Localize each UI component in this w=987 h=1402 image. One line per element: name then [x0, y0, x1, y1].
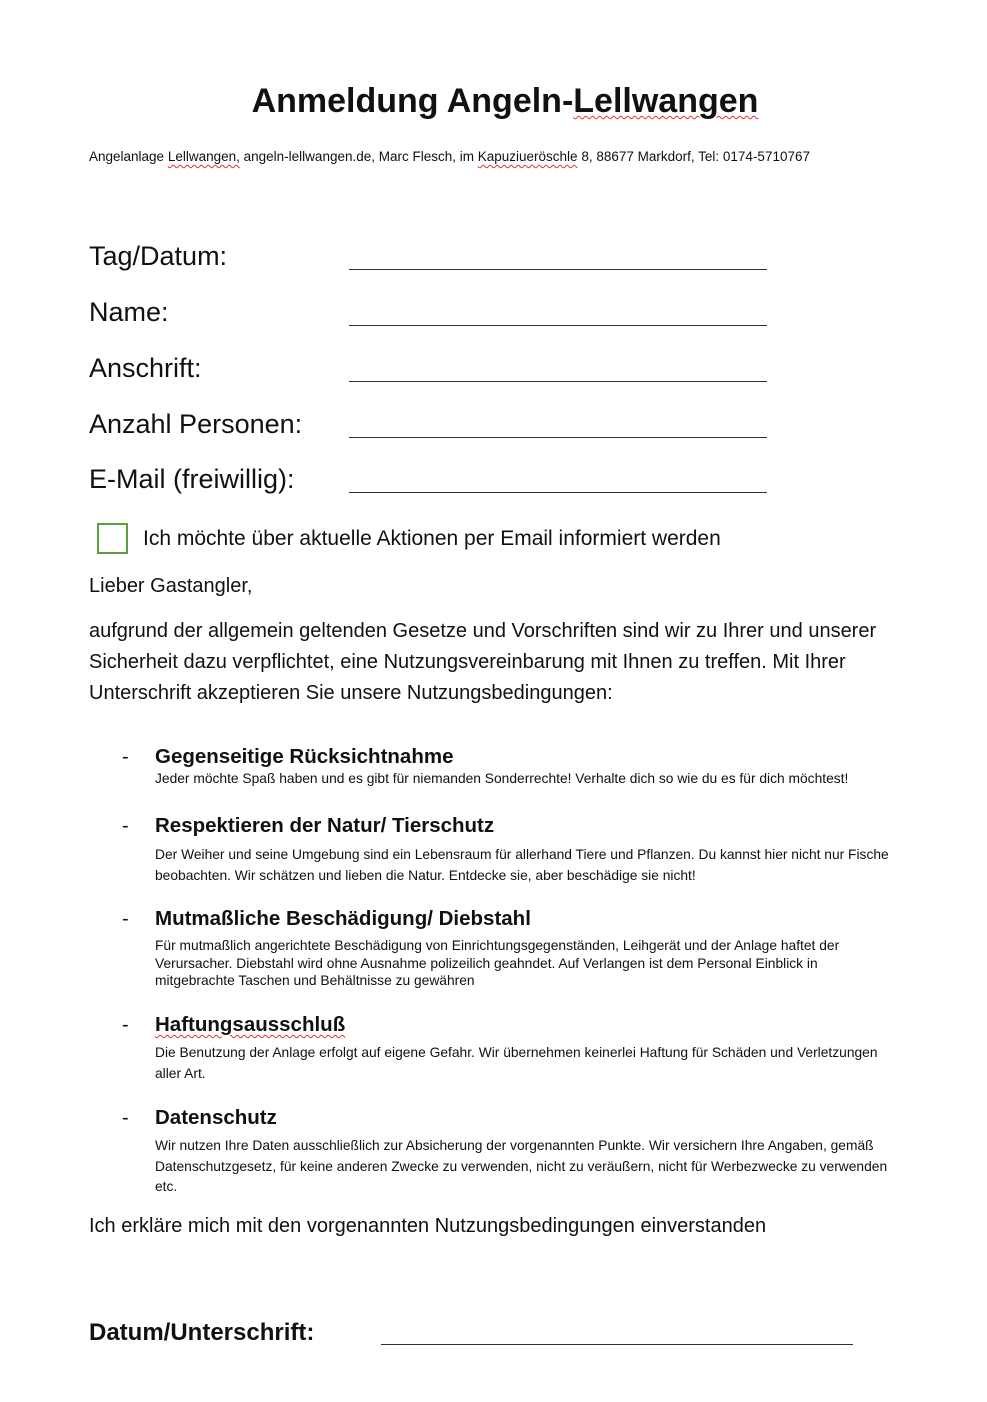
contact-text-e: 8, 88677 Markdorf, Tel: 0174-5710767: [577, 149, 810, 164]
page-title: [0, 82, 987, 121]
title-place-name: Lellwangen: [573, 82, 759, 120]
term-text-nature: [155, 844, 915, 886]
name-field[interactable]: [349, 325, 767, 326]
consent-text: Ich erkläre mich mit den vorgenannten Nutzungsbedingungen einverstanden: [89, 1215, 767, 1237]
date-label: Tag/Datum:: [89, 241, 228, 271]
term-heading-damage: Mutmaßliche Beschädigung/ Diebstahl: [155, 907, 531, 930]
term-heading-nature: Respektieren der Natur/ Tierschutz: [155, 814, 495, 837]
intro-line-1: aufgrund der allgemein geltenden Gesetze und Vorschriften sind wir zu Ihrer und unserer: [89, 620, 877, 642]
intro-line-2: Sicherheit dazu verpflichtet, eine Nutzungsvereinbarung mit Ihnen zu treffen. Mit Ihrer: [89, 651, 846, 673]
term-text-damage: [155, 937, 915, 990]
term-heading-liability: Haftungsausschluß: [155, 1013, 346, 1036]
contact-text-b: Lellwangen,: [167, 149, 240, 164]
name-label: Name:: [89, 297, 169, 327]
term-bullet: -: [122, 1107, 129, 1129]
signature-field[interactable]: [381, 1344, 853, 1345]
date-field[interactable]: [349, 269, 767, 270]
contact-text-d: Kapuziueröschle: [477, 149, 578, 164]
greeting: Lieber Gastangler,: [89, 575, 253, 597]
email-label: E-Mail (freiwillig):: [89, 464, 295, 494]
term-text-line: Wir nutzen Ihre Daten ausschließlich zur Absicherung der vorgenannten Punkte. Wir versichern Ihre Angaben, gemäß: [155, 1138, 874, 1153]
address-label: Anschrift:: [89, 353, 202, 383]
term-text-line: Für mutmaßlich angerichtete Beschädigung von Einrichtungsgegenständen, Leihgerät und der Anlage haftet der: [155, 938, 840, 953]
term-text-line: Der Weiher und seine Umgebung sind ein Lebensraum für allerhand Tiere und Pflanzen. Du kannst hier nicht nur Fische: [155, 847, 889, 862]
signature-label: Datum/Unterschrift:: [89, 1319, 315, 1346]
address-field[interactable]: [349, 381, 767, 382]
email-field[interactable]: [349, 492, 767, 493]
newsletter-label: Ich möchte über aktuelle Aktionen per Email informiert werden: [143, 527, 721, 550]
newsletter-checkbox[interactable]: [97, 523, 128, 554]
persons-label: Anzahl Personen:: [89, 409, 303, 439]
term-text-line: Jeder möchte Spaß haben und es gibt für niemanden Sonderrechte! Verhalte dich so wie du es für dich möchtest!: [155, 771, 849, 786]
term-text-line: aller Art.: [155, 1066, 206, 1081]
persons-field[interactable]: [349, 437, 767, 438]
term-text-respect: [155, 771, 915, 786]
term-text-line: etc.: [155, 1179, 178, 1194]
term-bullet: -: [122, 908, 129, 930]
term-text-line: Verursacher. Diebstahl wird ohne Ausnahme polizeilich geahndet. Auf Verlangen ist dem Personal Einblick in: [155, 955, 818, 971]
term-bullet: -: [122, 815, 129, 837]
term-text-line: mitgebrachte Taschen und Behältnisse zu gewähren: [155, 973, 475, 988]
term-text-privacy: [155, 1136, 915, 1198]
contact-text-c: angeln-lellwangen.de, Marc Flesch, im: [239, 149, 478, 164]
term-heading-respect: Gegenseitige Rücksichtnahme: [155, 745, 454, 768]
term-bullet: -: [122, 746, 129, 768]
intro-line-3: Unterschrift akzeptieren Sie unsere Nutzungsbedingungen:: [89, 682, 613, 704]
term-text-line: Datenschutzgesetz, für keine anderen Zwecke zu verwenden, nicht zu veräußern, nicht für Werbezwecke zu verwenden: [155, 1158, 888, 1174]
term-text-line: Die Benutzung der Anlage erfolgt auf eigene Gefahr. Wir übernehmen keinerlei Haftung für Schäden und Verletzungen: [155, 1045, 878, 1060]
title-text: Anmeldung Angeln-: [251, 82, 574, 120]
contact-line: [89, 149, 810, 164]
term-text-line: beobachten. Wir schätzen und lieben die Natur. Entdecke sie, aber beschädige sie nicht!: [155, 868, 696, 883]
term-bullet: -: [122, 1014, 129, 1036]
contact-text-a: Angelanlage: [89, 149, 168, 164]
term-heading-privacy: Datenschutz: [155, 1106, 277, 1129]
term-text-liability: [155, 1042, 915, 1084]
